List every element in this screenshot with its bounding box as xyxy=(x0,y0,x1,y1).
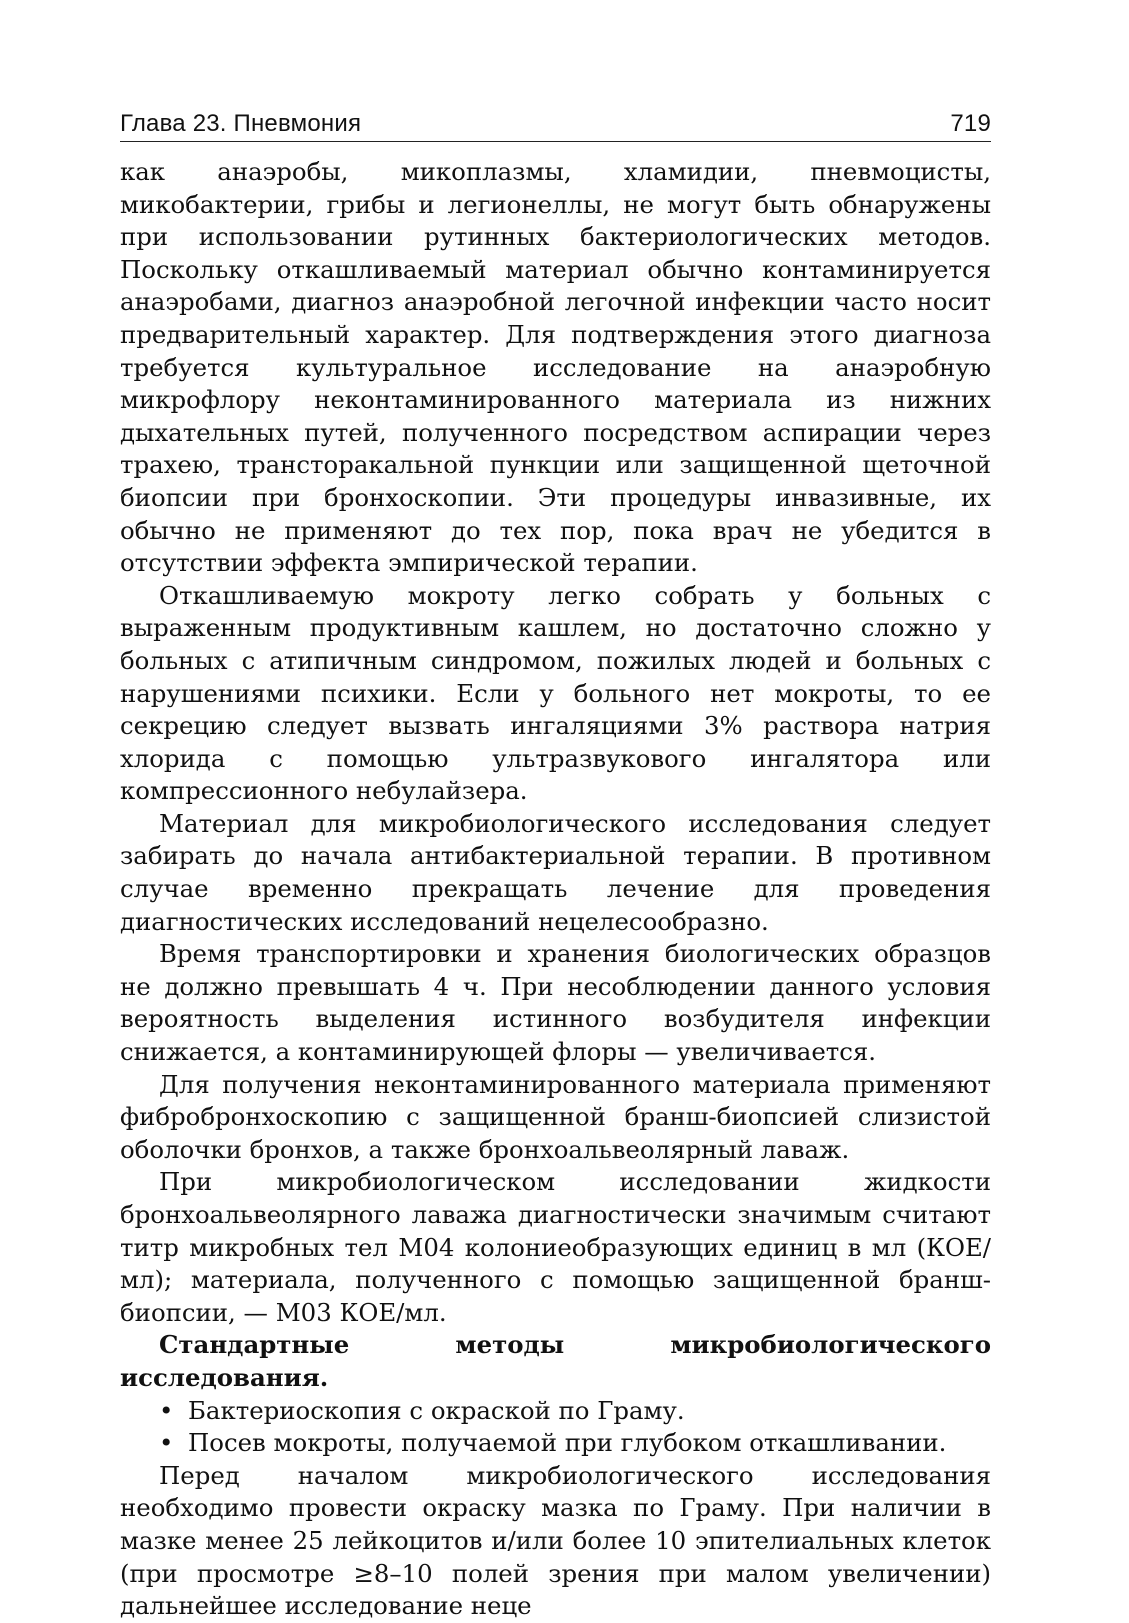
list-item xyxy=(120,1395,991,1428)
section-heading: Стандартные методы микробиологического исследования. xyxy=(120,1330,991,1392)
list-item-text: Бактериоскопия с окраской по Граму. xyxy=(188,1395,685,1425)
list-item xyxy=(120,1427,991,1460)
paragraph-1: как анаэробы, микоплазмы, хламидии, пневмоцисты, микобактерии, грибы и легионеллы, не могут быть обнаружены при использовании рутинных бактериологических методов. Поскольку откашливаемый материал обычно контаминируется анаэробами, диагноз анаэробной легочной инфекции часто носит предварительный характер. Для подтверждения этого диагноза требуется культуральное исследование на анаэробную микрофлору неконтаминированного материала из нижних дыхательных путей, полученного посредством аспирации через трахею, трансторакальной пункции или защищенной щеточной биопсии при бронхоскопии. Эти процедуры инвазивные, их обычно не применяют до тех пор, пока врач не убедится в отсутствии эффекта эмпирической терапии. xyxy=(120,157,991,578)
body-text xyxy=(120,156,991,1623)
paragraph-2: Откашливаемую мокроту легко собрать у больных с выраженным продуктивным кашлем, но достаточно сложно у больных с атипичным синдромом, пожилых людей и больных с нарушениями психики. Если у больного нет мокроты, то ее секрецию следует вызвать ингаляциями 3% раствора натрия хлорида с помощью ультразвукового ингалятора или компрессионного небулайзера. xyxy=(120,580,991,806)
paragraph-6: При микробиологическом исследовании жидкости бронхоальвеолярного лаважа диагностически значимым считают титр микробных тел М04 колониеобразующих единиц в мл (КОЕ/мл); материала, полученного с помощью защищенной бранш-биопсии, — М03 КОЕ/мл. xyxy=(120,1167,991,1327)
bullet-icon: • xyxy=(159,1428,174,1458)
bullet-icon: • xyxy=(159,1395,174,1425)
paragraph-5: Для получения неконтаминированного материала применяют фибробронхоскопию с защищенной бранш-биопсией слизистой оболочки бронхов, а также бронхоальвеолярный лаваж. xyxy=(120,1069,991,1164)
paragraph-4: Время транспортировки и хранения биологических образцов не должно превышать 4 ч. При несоблюдении данного условия вероятность выделения истинного возбудителя инфекции снижается, а контаминирующей флоры — увеличивается. xyxy=(120,939,991,1067)
page-number: 719 xyxy=(950,110,991,137)
book-page xyxy=(120,110,991,1623)
paragraph-3: Материал для микробиологического исследования следует забирать до начала антибактериальной терапии. В противном случае временно прекращать лечение для проведения диагностических исследований нецелесообразно. xyxy=(120,808,991,936)
chapter-title: Глава 23. Пневмония xyxy=(120,110,362,137)
methods-list xyxy=(120,1395,991,1460)
paragraph-7: Перед началом микробиологического исследования необходимо провести окраску мазка по Граму. При наличии в мазке менее 25 лейкоцитов и/или более 10 эпителиальных клеток (при просмотре ≥8–10 полей зрения при малом увеличении) дальнейшее исследование неце xyxy=(120,1460,991,1621)
list-item-text: Посев мокроты, получаемой при глубоком откашливании. xyxy=(188,1428,947,1458)
running-header xyxy=(120,110,991,142)
